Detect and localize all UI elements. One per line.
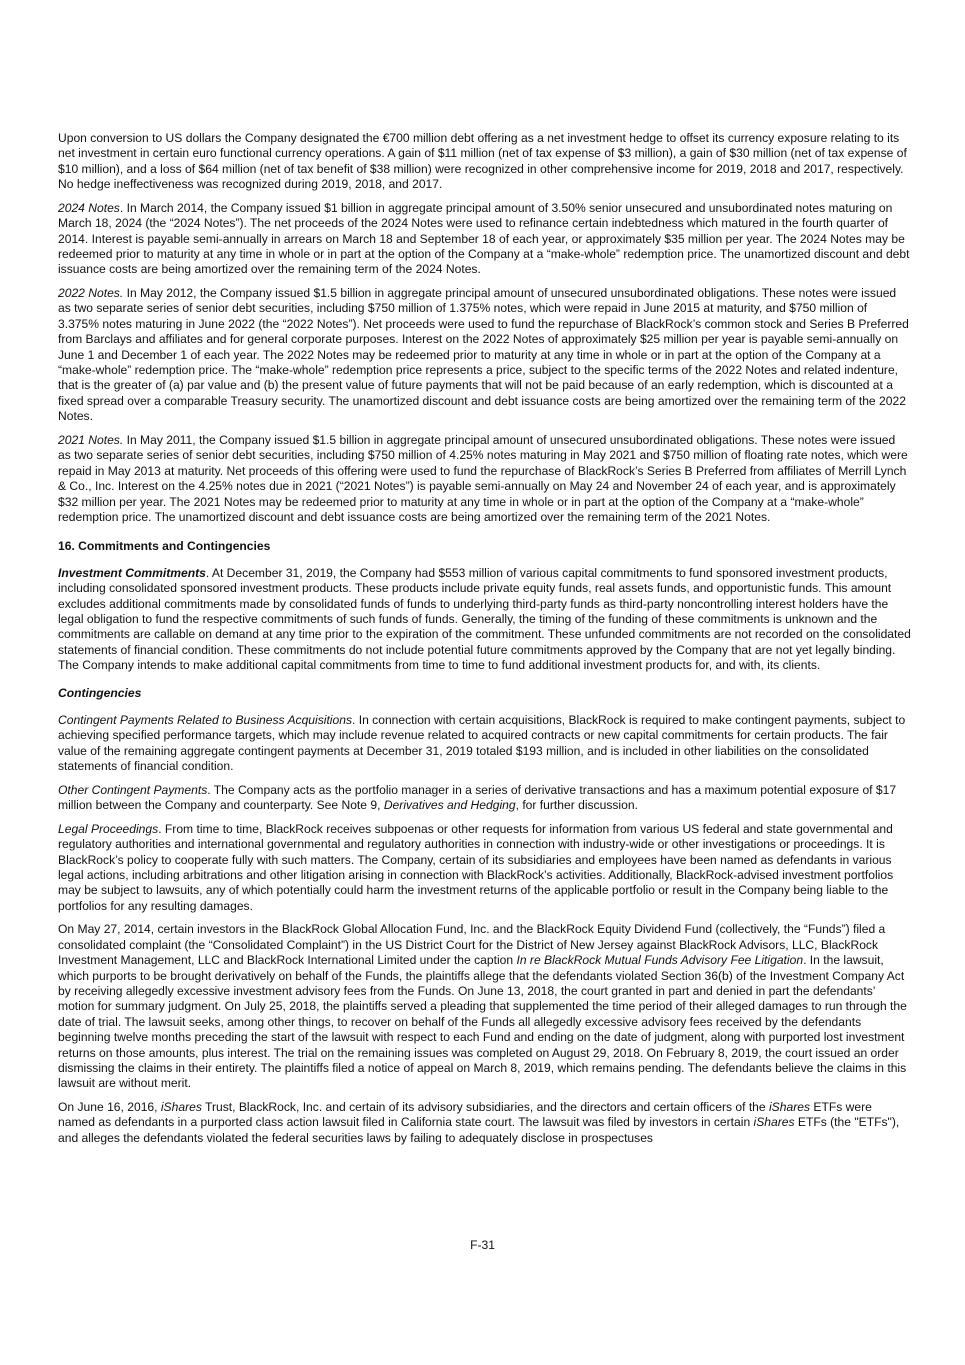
page-number: F-31	[470, 1238, 495, 1252]
paragraph-may-2014-lawsuit: On May 27, 2014, certain investors in the BlackRock Global Allocation Fund, Inc. and the BlackRock Equity Dividend Fund (collectively, the “Funds”) filed a consolidated complaint (the “Consolidated Complaint”) in the US District Court for the District of New Jersey against BlackRock Advisors, LLC, BlackRock Investment Management, LLC and BlackRock International Limited under the caption In re BlackRock Mutual Funds Advisory Fee Litigation. In the lawsuit, which purports to be brought derivatively on behalf of the Funds, the plaintiffs allege that the defendants violated Section 36(b) of the Investment Company Act by receiving allegedly excessive investment advisory fees from the Funds. On June 13, 2018, the court granted in part and denied in part the defendants’ motion for summary judgment. On July 25, 2018, the plaintiffs served a pleading that supplemented the time period of their alleged damages to run through the date of trial. The lawsuit seeks, among other things, to recover on behalf of the Funds all allegedly excessive advisory fees received by the defendants beginning twelve months preceding the start of the lawsuit with respect to each Fund and ending on the date of judgment, along with purported lost investment returns on those amounts, plus interest. The trial on the remaining issues was completed on August 29, 2018. On February 8, 2019, the court issued an order dismissing the claims in their entirety. The plaintiffs filed a notice of appeal on March 8, 2019, which remains pending. The defendants believe the claims in this lawsuit are without merit.	[58, 922, 907, 1091]
lead-other-contingent: Other Contingent Payments	[58, 782, 208, 797]
paragraph-investment-commitments: Investment Commitments. At December 31, 2019, the Company had $553 million of various capital commitments to fund sponsored investment products, including consolidated sponsored investment products. These products include private equity funds, real assets funds, and opportunistic funds. This amount excludes additional commitments made by consolidated funds of funds to underlying third-party funds as third-party noncontrolling interest holders have the legal obligation to fund the respective commitments of such funds of funds. Generally, the timing of the funding of these commitments is unknown and the commitments are callable on demand at any time prior to the expiration of the commitment. These unfunded commitments are not recorded on the consolidated statements of financial condition. These commitments do not include potential future commitments approved by the Company that are not yet legally binding. The Company intends to make additional capital commitments from time to time to fund additional investment products for, and with, its clients.	[58, 565, 911, 673]
section-heading-commitments: 16. Commitments and Contingencies	[58, 539, 271, 554]
lead-investment-commitments: Investment Commitments	[58, 565, 206, 580]
lead-legal-proceedings: Legal Proceedings	[58, 821, 159, 836]
paragraph-legal-proceedings: Legal Proceedings. From time to time, BlackRock receives subpoenas or other requests for information from various US federal and state governmental and regulatory authorities and international governmental and regulatory authorities in connection with industry-wide or other investigations or proceedings. It is BlackRock’s policy to cooperate fully with such matters. The Company, certain of its subsidiaries and employees have been named as defendants in various legal actions, including arbitrations and other litigation arising in connection with BlackRock’s activities. Additionally, BlackRock-advised investment portfolios may be subject to lawsuits, any of which potentially could harm the investment returns of the applicable portfolio or result in the Company being liable to the portfolios for any resulting damages.	[58, 821, 894, 913]
paragraph-2021-notes: 2021 Notes. In May 2011, the Company issued $1.5 billion in aggregate principal amount of unsecured unsubordinated obligations. These notes were issued as two separate series of senior debt securities, including $750 million of 4.25% notes maturing in May 2021 and $750 million of floating rate notes, which were repaid in May 2013 at maturity. Net proceeds of this offering were used to fund the repurchase of BlackRock’s Series B Preferred from affiliates of Merrill Lynch & Co., Inc. Interest on the 4.25% notes due in 2021 (“2021 Notes”) is payable semi-annually on May 24 and November 24 of each year, and is approximately $32 million per year. The 2021 Notes may be redeemed prior to maturity at any time in whole or in part at the option of the Company at a “make-whole” redemption price. The unamortized discount and debt issuance costs are being amortized over the remaining term of the 2021 Notes.	[58, 432, 908, 524]
paragraph-other-contingent-payments: Other Contingent Payments. The Company acts as the portfolio manager in a series of derivative transactions and has a maximum potential exposure of $17 million between the Company and counterparty. See Note 9, Derivatives and Hedging, for further discussion.	[58, 782, 897, 813]
lead-contingent-payments: Contingent Payments Related to Business Acquisitions	[58, 712, 352, 727]
paragraph-net-investment-hedge: Upon conversion to US dollars the Company designated the €700 million debt offering as a net investment hedge to offset its currency exposure relating to its net investment in certain euro functional currency operations. A gain of $11 million (net of tax expense of $3 million), a gain of $30 million (net of tax expense of $10 million), and a loss of $64 million (net of tax benefit of $38 million) were recognized in other comprehensive income for 2019, 2018 and 2017, respectively. No hedge ineffectiveness was recognized during 2019, 2018, and 2017.	[58, 131, 907, 192]
lead-2024-notes: 2024 Notes	[58, 200, 120, 215]
lead-2022-notes: 2022 Notes.	[58, 286, 124, 301]
paragraph-2022-notes: 2022 Notes. In May 2012, the Company issued $1.5 billion in aggregate principal amount of unsecured unsubordinated obligations. These notes were issued as two separate series of senior debt securities, including $750 million of 1.375% notes, which were repaid in June 2015 at maturity, and $750 million of 3.375% notes maturing in June 2022 (the “2022 Notes”). Net proceeds were used to fund the repurchase of BlackRock’s common stock and Series B Preferred from Barclays and affiliates and for general corporate purposes. Interest on the 2022 Notes of approximately $25 million per year is payable semi-annually on June 1 and December 1 of each year. The 2022 Notes may be redeemed prior to maturity at any time in whole or in part at the option of the Company at a “make-whole” redemption price. The “make-whole” redemption price represents a price, subject to the specific terms of the 2022 Notes and related indenture, that is the greater of (a) par value and (b) the present value of future payments that will not be paid because of an early redemption, which is discounted at a fixed spread over a comparable Treasury security. The unamortized discount and debt issuance costs are being amortized over the remaining term of the 2022 Notes.	[58, 286, 909, 424]
subheading-contingencies: Contingencies	[58, 685, 142, 700]
paragraph-2024-notes: 2024 Notes. In March 2014, the Company issued $1 billion in aggregate principal amount of 3.50% senior unsecured and unsubordinated notes maturing on March 18, 2024 (the “2024 Notes”). The net proceeds of the 2024 Notes were used to refinance certain indebtedness which matured in the fourth quarter of 2014. Interest is payable semi-annually in arrears on March 18 and September 18 of each year, or approximately $35 million per year. The 2024 Notes may be redeemed prior to maturity at any time in whole or in part at the option of the Company at a “make-whole” redemption price. The unamortized discount and debt issuance costs are being amortized over the remaining term of the 2024 Notes.	[58, 200, 910, 277]
lead-2021-notes: 2021 Notes.	[58, 432, 124, 447]
paragraph-contingent-payments: Contingent Payments Related to Business Acquisitions. In connection with certain acquisitions, BlackRock is required to make contingent payments, subject to achieving specified performance targets, which may include revenue related to acquired contracts or new capital commitments for certain products. The fair value of the remaining aggregate contingent payments at December 31, 2019 totaled $193 million, and is included in other liabilities on the consolidated statements of financial condition.	[58, 712, 906, 774]
document-body	[58, 131, 911, 1154]
paragraph-june-2016-lawsuit: On June 16, 2016, iShares Trust, BlackRock, Inc. and certain of its advisory subsidiaries, and the directors and certain officers of the iShares ETFs were named as defendants in a purported class action lawsuit filed in California state court. The lawsuit was filed by investors in certain iShares ETFs (the "ETFs"), and alleges the defendants violated the federal securities laws by failing to adequately disclose in prospectuses	[58, 1100, 900, 1145]
